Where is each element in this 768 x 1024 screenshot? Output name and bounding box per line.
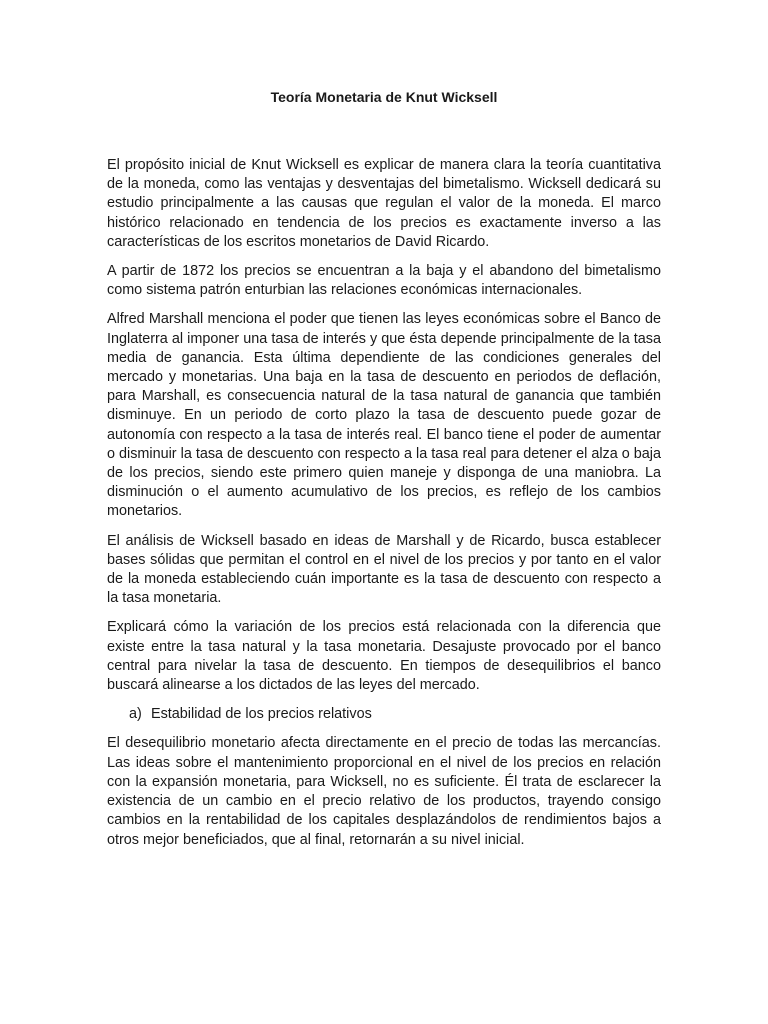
- list-marker: a): [129, 706, 142, 723]
- paragraph-variacion: Explicará cómo la variación de los precios está relacionada con la diferencia que existe entre la tasa natural y la tasa monetaria. Desajuste provocado por el banco central para nivelar la tasa de descuento. En tiempos de desequilibrios el banco buscará alinearse a los dictados de las leyes del mercado.: [107, 619, 661, 694]
- section-list: [107, 705, 661, 724]
- paragraph-1872: A partir de 1872 los precios se encuentran a la baja y el abandono del bimetalismo como sistema patrón enturbian las relaciones económicas internacionales.: [107, 263, 661, 299]
- document-page: [107, 88, 661, 860]
- paragraph-desequilibrio: El desequilibrio monetario afecta directamente en el precio de todas las mercancías. Las ideas sobre el mantenimiento proporcional en el nivel de los precios en relación con la expansión monetaria, para Wicksell, no es suficiente. Él trata de esclarecer la existencia de un cambio en el precio relativo de los productos, trayendo consigo cambios en la rentabilidad de los capitales desplazándolos de rendimientos bajos a otros mejor beneficiados, que al final, retornarán a su nivel inicial.: [107, 735, 661, 848]
- list-item-text: Estabilidad de los precios relativos: [151, 706, 372, 723]
- paragraph-intro: El propósito inicial de Knut Wicksell es explicar de manera clara la teoría cuantitativa de la moneda, como las ventajas y desventajas del bimetalismo. Wicksell dedicará su estudio principalmente a las causas que regulan el valor de la moneda. El marco histórico relacionado en tendencia de los precios es exactamente inverso a las características de los escritos monetarios de David Ricardo.: [107, 157, 661, 250]
- paragraph-analisis: El análisis de Wicksell basado en ideas de Marshall y de Ricardo, busca establecer bases sólidas que permitan el control en el nivel de los precios y por tanto en el valor de la moneda estableciendo cuán importante es la tasa de descuento con respecto a la tasa monetaria.: [107, 532, 661, 607]
- list-item: [107, 705, 661, 724]
- paragraph-marshall: Alfred Marshall menciona el poder que tienen las leyes económicas sobre el Banco de Inglaterra al imponer una tasa de interés y que ésta depende principalmente de la tasa media de ganancia. Esta última dependiente de las condiciones generales del mercado y monetarias. Una baja en la tasa de descuento en periodos de deflación, para Marshall, es consecuencia natural de la tasa natural de ganancia que también disminuye. En un periodo de corto plazo la tasa de descuento puede gozar de autonomía con respecto a la tasa de interés real. El banco tiene el poder de aumentar o disminuir la tasa de descuento con respecto a la tasa real para detener el alza o baja de los precios, siendo este primero quien maneje y disponga de una maniobra. La disminución o el aumento acumulativo de los precios, es reflejo de los cambios monetarios.: [107, 311, 661, 520]
- document-title: Teoría Monetaria de Knut Wicksell: [270, 89, 498, 105]
